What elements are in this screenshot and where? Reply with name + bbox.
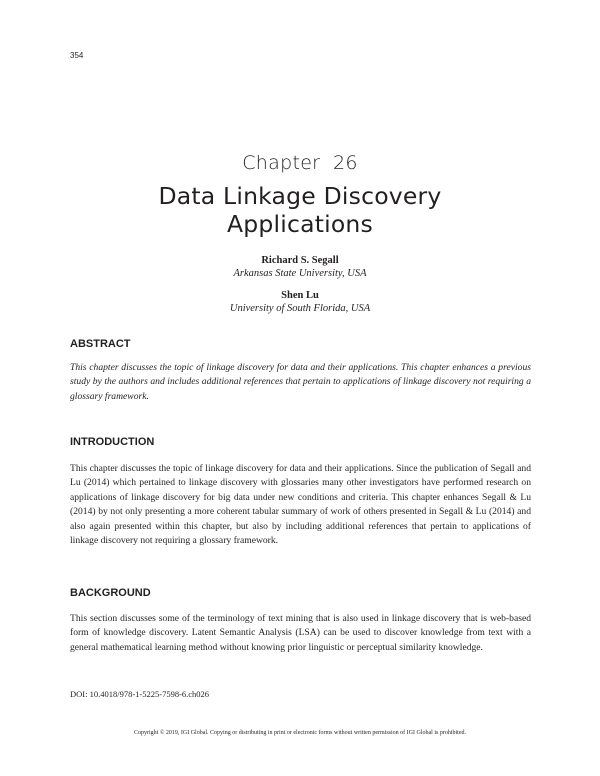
- author-name-2: Shen Lu: [281, 290, 319, 301]
- background-text: This section discusses some of the terminology of text mining that is also used in linkage discovery that is web-based form of knowledge discovery. Latent Semantic Analysis (LSA) can be used to discover knowledge from text with a general mathematical learning method without knowing prior linguistic or perceptual similarity knowledge.: [70, 613, 531, 653]
- copyright-notice: Copyright © 2019, IGI Global. Copying or distributing in print or electronic forms without written permission of IGI Global is prohibited.: [133, 730, 466, 736]
- chapter-label: Chapter 26: [242, 152, 358, 174]
- chapter-title-text: Data Linkage Discovery Applications: [158, 182, 442, 238]
- introduction-heading: INTRODUCTION: [70, 436, 155, 448]
- background-heading: BACKGROUND: [70, 587, 151, 599]
- author-name-1: Richard S. Segall: [261, 255, 339, 266]
- abstract-text: This chapter discusses the topic of linkage discovery for data and their applications. This chapter enhances a previous study by the authors and includes additional references that pertain to applications of linkage discovery not requiring a glossary framework.: [70, 362, 531, 402]
- doi: DOI: 10.4018/978-1-5225-7598-6.ch026: [70, 689, 210, 699]
- page-number: 354: [70, 51, 84, 60]
- chapter-title: [0, 182, 600, 238]
- abstract-heading: ABSTRACT: [70, 338, 131, 350]
- author-affiliation-1: Arkansas State University, USA: [233, 268, 367, 279]
- introduction-text: This chapter discusses the topic of linkage discovery for data and their applications. Since the publication of Segall and Lu (2014) which pertained to linkage discovery with glossaries many other investigators have performed research on applications of linkage discovery for big data under new conditions and criteria. This chapter enhances Segall & Lu (2014) by not only presenting a more coherent tabular summary of work of others presented in Segall & Lu (2014) and also again presented within this chapter, but also by including additional references that pertain to applications of linkage discovery not requiring a glossary framework.: [70, 463, 531, 547]
- author-affiliation-2: University of South Florida, USA: [229, 303, 371, 314]
